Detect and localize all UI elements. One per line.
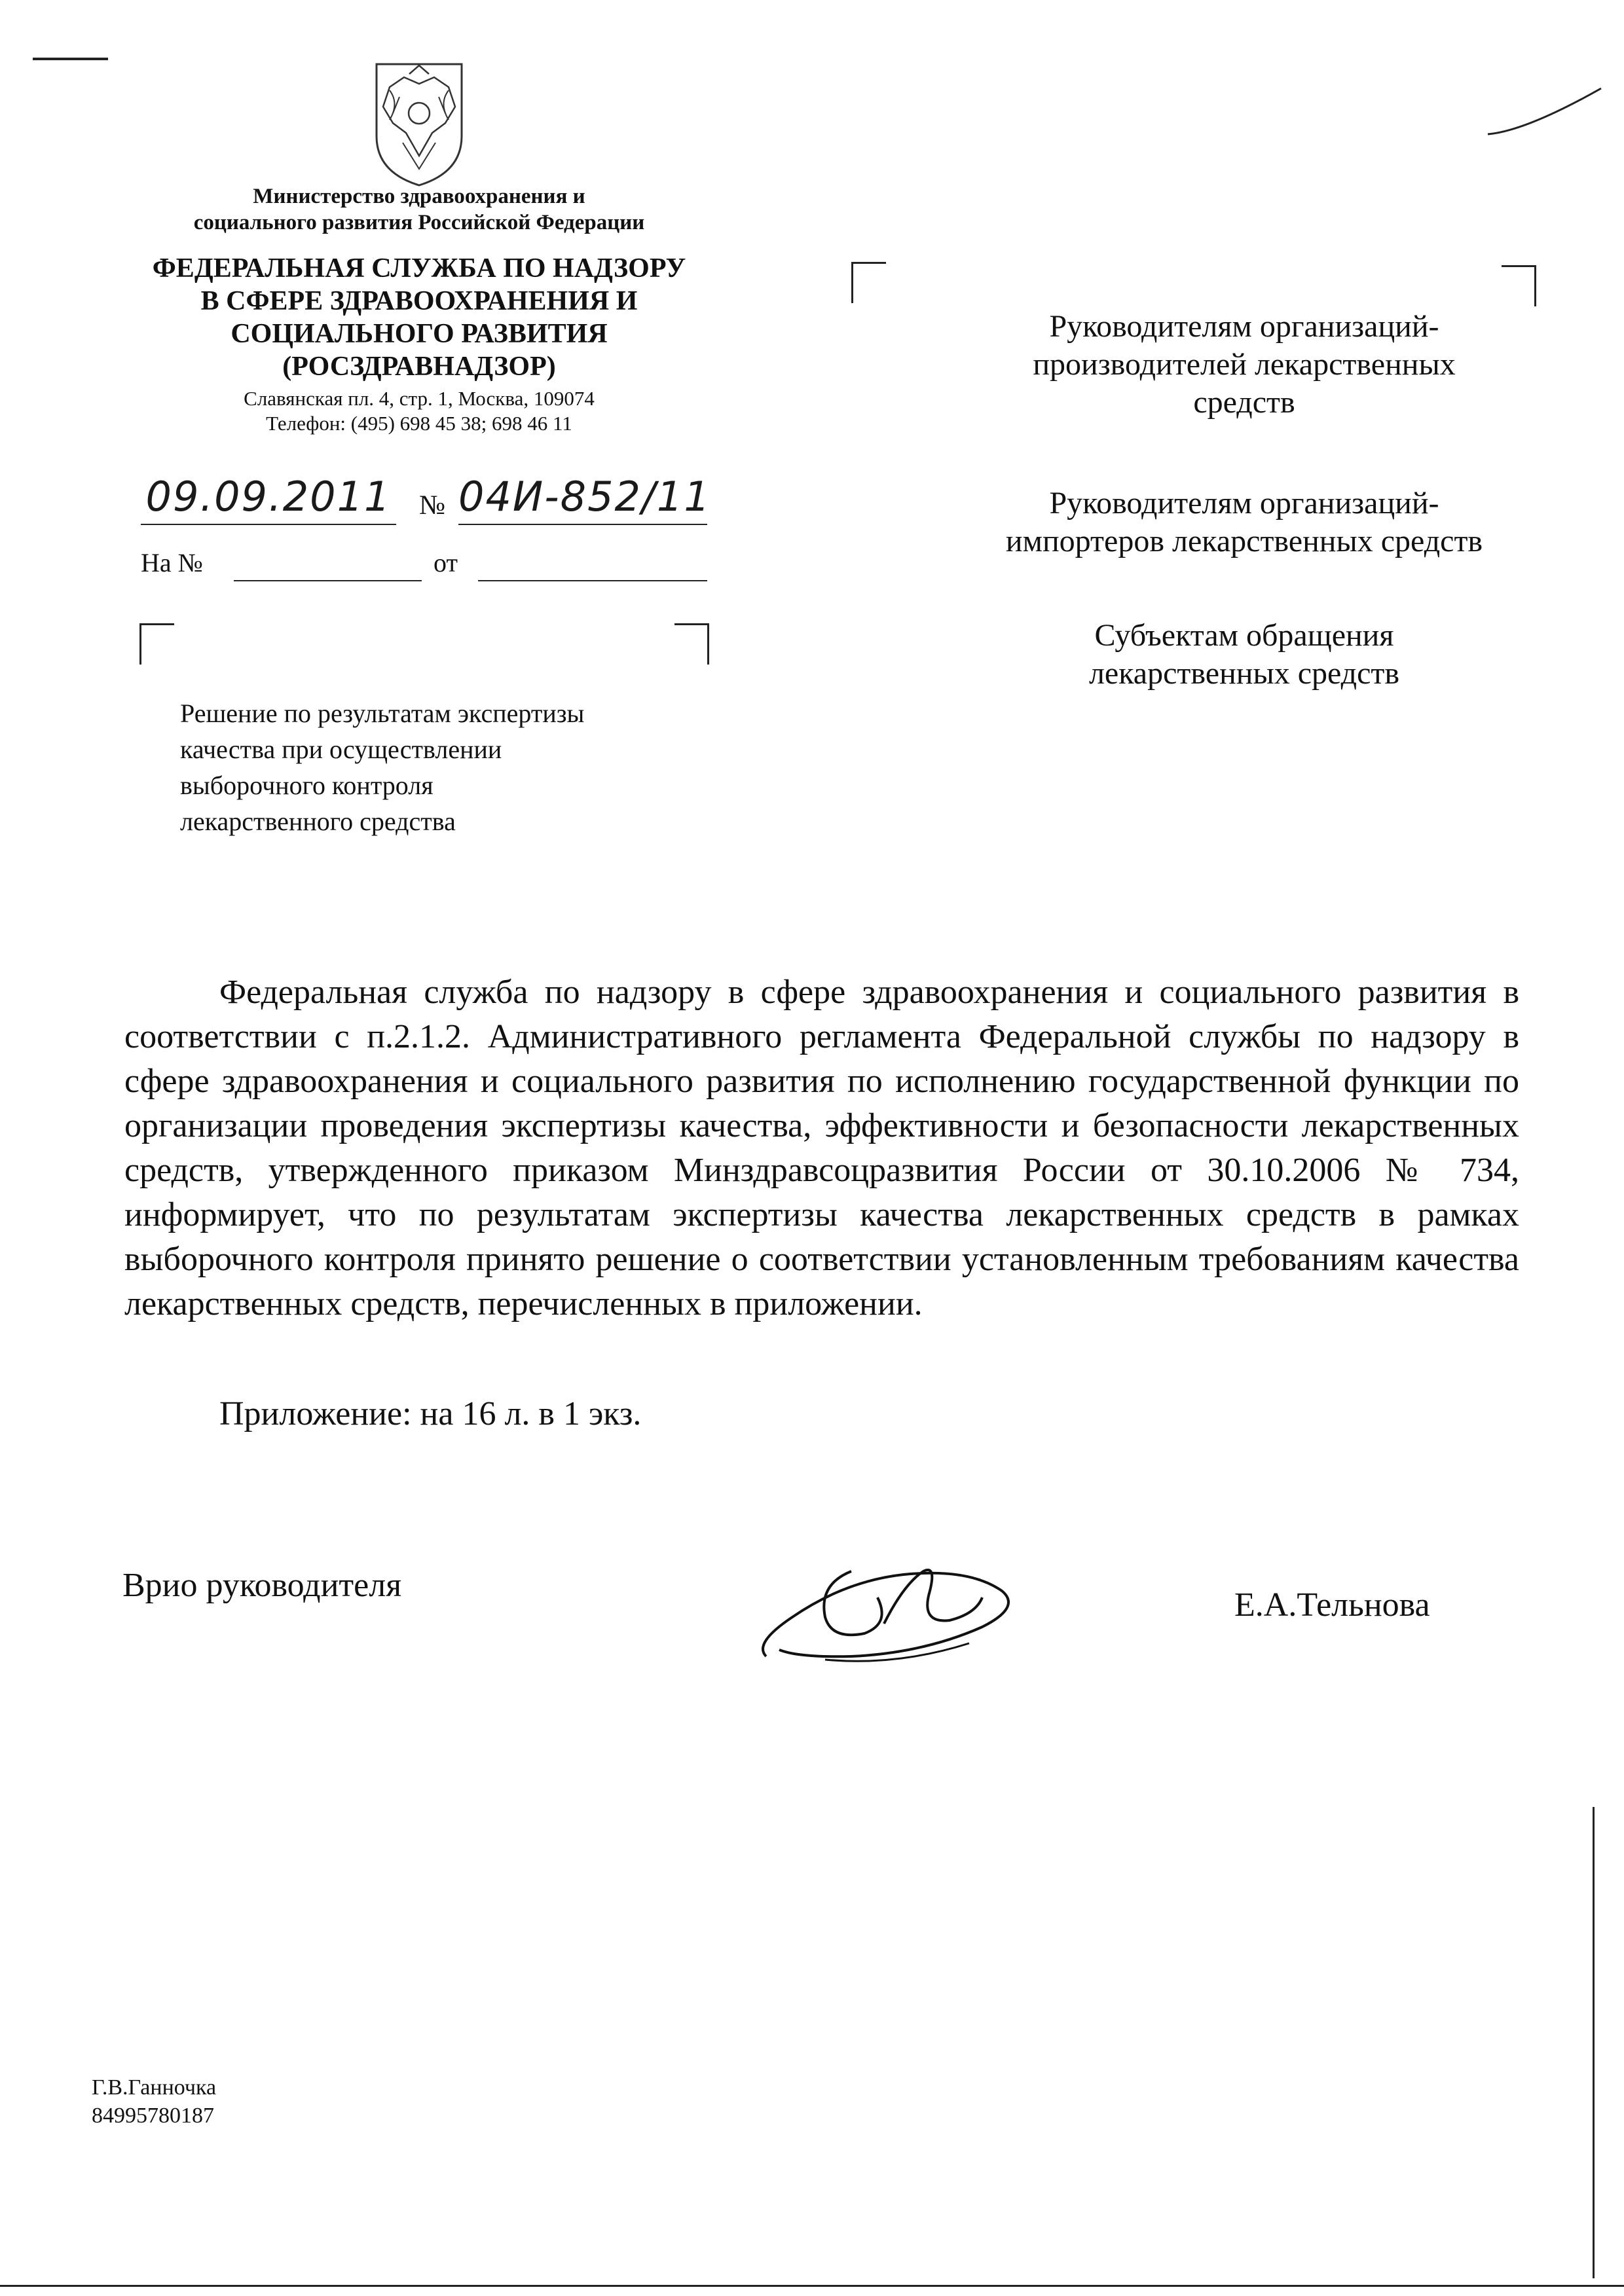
subject-corner-left — [139, 623, 174, 665]
letter-body: Федеральная служба по надзору в сфере здравоохранения и социального развития в соответствии с п.2.1.2. Административного регламента Федеральной службы по надзору в сфере здравоохранения и социального развития по исполнению государственной функции по организации проведения экспертизы качества, эффективности и безопасности лекарственных средств, утвержденного приказом Минздравсоцразвития России от 30.10.2006 № 734, информирует, что по результатам экспертизы качества лекарственных средств в рамках выборочного контроля принято решение о соответствии установленным требованиям качества лекарственных средств, перечисленных в приложении. — [124, 974, 1519, 1322]
scan-artifact-top-right — [1486, 85, 1604, 137]
addressee-subjects: Субъектам обращения лекарственных средств — [1088, 618, 1400, 691]
addressee-corner-left — [851, 262, 886, 303]
executor-phone: 84995780187 — [92, 2104, 214, 2128]
addressee-importers: Руководителям организаций- импортеров лекарственных средств — [1005, 486, 1483, 558]
letter-subject: Решение по результатам экспертизы качества при осуществлении выборочного контроля лекарственного средства — [180, 699, 585, 836]
addressee-manufacturers: Руководителям организаций- производителей лекарственных средств — [1033, 309, 1456, 420]
coat-of-arms-emblem — [363, 58, 475, 189]
registration-number-label: № — [419, 490, 446, 520]
handwritten-signature — [753, 1545, 1028, 1669]
registration-date-field: 09.09.2011 — [141, 470, 396, 525]
scan-artifact-bottom-edge — [0, 2285, 1624, 2287]
signatory-position: Врио руководителя — [122, 1567, 402, 1604]
reference-number-label: На № — [141, 548, 203, 577]
subject-corner-right — [674, 623, 709, 665]
attachment-note: Приложение: на 16 л. в 1 экз. — [219, 1395, 642, 1432]
reference-number-blank — [234, 580, 422, 581]
reference-from-label: от — [434, 548, 458, 577]
executor-name: Г.В.Ганночка — [92, 2075, 217, 2100]
addressee-corner-right — [1502, 265, 1536, 306]
signatory-name: Е.А.Тельнова — [1234, 1586, 1430, 1624]
service-name: ФЕДЕРАЛЬНАЯ СЛУЖБА ПО НАДЗОРУ В СФЕРЕ ЗДРАВООХРАНЕНИЯ И СОЦИАЛЬНОГО РАЗВИТИЯ (РОСЗДРАВНАДЗОР) — [152, 253, 686, 382]
registration-number-field: 04И-852/11 — [458, 470, 707, 525]
reference-from-blank — [478, 580, 707, 581]
ministry-name: Министерство здравоохранения и социального развития Российской Федерации — [193, 185, 645, 234]
scan-artifact-right-edge — [1593, 1807, 1595, 2278]
service-phone: Телефон: (495) 698 45 38; 698 46 11 — [266, 412, 572, 435]
service-address: Славянская пл. 4, стр. 1, Москва, 109074 — [244, 387, 595, 410]
service-contacts — [124, 386, 714, 436]
scan-artifact-top-left — [33, 58, 108, 60]
